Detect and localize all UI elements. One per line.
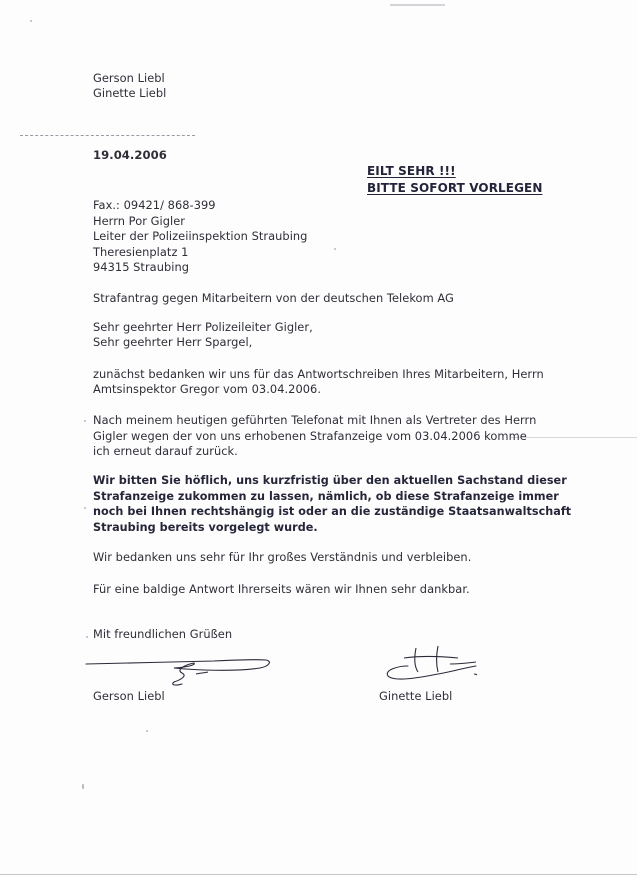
scan-speck [30,20,32,22]
paragraph-3-line-1: Wir bitten Sie höflich, uns kurzfristig über den aktuellen Sachstand dieser [93,474,567,487]
paragraph-3-line-2: Strafanzeige zukommen zu lassen, nämlich, ob diese Strafanzeige immer [93,490,559,503]
scan-speck [84,420,86,422]
scan-speck [82,784,84,789]
sender-name-1: Gerson Liebl [93,71,165,85]
recipient-title: Leiter der Polizeiinspektion Straubing [93,229,308,243]
paragraph-3-line-3: noch bei Ihnen rechtshängig ist oder an die zuständige Staatsanwaltschaft [93,505,572,518]
urgent-notice-2: BITTE SOFORT VORLEGEN [367,181,543,195]
letter-date: 19.04.2006 [93,148,167,162]
scan-rule-top [390,4,445,6]
paragraph-5: Für eine baldige Antwort Ihrerseits wären wir Ihnen sehr dankbar. [93,582,470,596]
closing-phrase: Mit freundlichen Grüßen [93,627,233,641]
scan-bottom-edge [0,874,637,875]
signature-name-left: Gerson Liebl [93,689,165,703]
recipient-name: Herrn Por Gigler [93,214,185,228]
paragraph-4: Wir bedanken uns sehr für Ihr großes Verständnis und verbleiben. [93,550,472,564]
scan-speck [334,248,336,250]
paragraph-2-line-3: ich erneut darauf zurück. [93,444,238,458]
salutation-1: Sehr geehrter Herr Polizeileiter Gigler, [93,320,313,334]
paragraph-2-line-1: Nach meinem heutigen geführten Telefonat mit Ihnen als Vertreter des Herrn [93,413,537,427]
signature-name-right: Ginette Liebl [379,689,453,703]
paragraph-1-line-2: Amtsinspektor Gregor vom 03.04.2006. [93,382,322,396]
scan-rule-right [510,437,637,438]
urgent-notice-1: EILT SEHR !!! [367,164,456,178]
subject-line: Strafantrag gegen Mitarbeitern von der deutschen Telekom AG [93,291,454,305]
salutation-2: Sehr geehrter Herr Spargel, [93,335,253,349]
scan-speck [86,636,88,638]
paragraph-1-line-1: zunächst bedanken wir uns für das Antwortschreiben Ihres Mitarbeitern, Herrn [93,367,544,381]
recipient-fax: Fax.: 09421/ 868-399 [93,198,216,212]
scan-speck [84,507,86,509]
scan-rule [20,135,195,136]
signature-right [378,644,488,688]
paragraph-2-line-2: Gigler wegen der von uns erhobenen Strafanzeige vom 03.04.2006 komme [93,429,527,443]
recipient-city: 94315 Straubing [93,260,190,274]
recipient-street: Theresienplatz 1 [93,245,189,259]
sender-name-2: Ginette Liebl [93,86,167,100]
paragraph-3-line-4: Straubing bereits vorgelegt wurde. [93,521,318,534]
scan-speck [146,730,148,732]
